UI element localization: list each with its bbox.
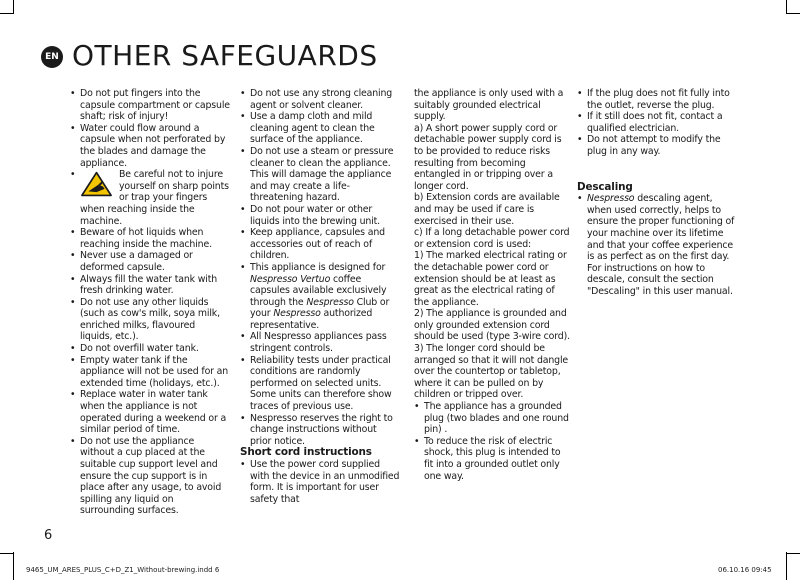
list-item: • Do not overfill water tank. xyxy=(70,343,230,355)
column-1 xyxy=(70,88,230,517)
language-badge: EN xyxy=(41,46,63,68)
page-number: 6 xyxy=(44,528,53,543)
plug-list xyxy=(414,401,572,482)
list-item-warning xyxy=(70,169,230,227)
print-slug-date: 06.10.16 09:45 xyxy=(718,566,772,574)
list-item: • Replace water in water tank when the appliance is not operated during a weekend or a similar period of time. xyxy=(70,389,230,435)
list-item: • Always fill the water tank with fresh drinking water. xyxy=(70,274,230,297)
list-item: • If it still does not fit, contact a qualified electrician. xyxy=(577,111,737,134)
crop-mark xyxy=(786,552,787,580)
paragraph: 1) The marked electrical rating or the detachable power cord or extension should be at least as great as the electrical rating of the appliance. xyxy=(414,250,567,308)
paragraph: 3) The longer cord should be arranged so that it will not dangle over the countertop or tabletop, where it can be pulled on by children or tripped over. xyxy=(414,343,569,401)
list-item: • If the plug does not fit fully into the outlet, reverse the plug. xyxy=(577,88,737,111)
brand-text: Nespresso xyxy=(587,193,635,205)
plug-list-continued xyxy=(577,88,737,158)
list-item: • Use the power cord supplied with the device in an unmodified form. It is important for user safety that xyxy=(240,459,400,505)
list-item: • Beware of hot liquids when reaching inside the machine. xyxy=(70,227,230,250)
text: authorized representative. xyxy=(250,308,373,331)
text: Club or your xyxy=(250,296,390,320)
list-item: • Keep appliance, capsules and accessories out of reach of children. xyxy=(240,227,400,262)
list-item-vertuo xyxy=(240,262,400,332)
list-item: • Water could flow around a capsule when not perforated by the blades and damage the appliance. xyxy=(70,123,230,169)
list-item: • Do not use any strong cleaning agent or solvent cleaner. xyxy=(240,88,400,111)
paragraph: a) A short power supply cord or detachable power supply cord is to be provided to reduce risks resulting from becoming entangled in or tripping over a longer cord. xyxy=(414,122,562,192)
list-item: • Do not put fingers into the capsule compartment or capsule shaft; risk of injury! xyxy=(70,88,230,123)
warning-text: Be careful not to injure yourself on sharp points or trap your fingers when reaching inside the machine. xyxy=(80,169,229,227)
list-item: • Do not attempt to modify the plug in any way. xyxy=(577,134,737,157)
list-item: • Do not pour water or other liquids into the brewing unit. xyxy=(240,204,400,227)
print-slug-file: 9465_UM_ARES_PLUS_C+D_Z1_Without-brewing.indd 6 xyxy=(26,566,220,574)
crop-mark xyxy=(0,553,14,554)
safeguards-list-2 xyxy=(240,88,400,447)
descaling-list xyxy=(577,193,737,297)
list-item: • Never use a damaged or deformed capsule. xyxy=(70,250,230,273)
list-item: • Nespresso reserves the right to change instructions without prior notice. xyxy=(240,413,400,448)
list-item: • Do not use a steam or pressure cleaner to clean the appliance. This will damage the appliance and may create a life-threatening hazard. xyxy=(240,146,400,204)
list-item: • All Nespresso appliances pass stringent controls. xyxy=(240,331,400,354)
short-cord-heading: Short cord instructions xyxy=(240,446,372,459)
page-title: OTHER SAFEGUARDS xyxy=(72,39,378,72)
list-item xyxy=(577,193,737,297)
list-item: • Empty water tank if the appliance will not be used for an extended time (holidays, etc.). xyxy=(70,355,230,390)
list-item: • The appliance has a grounded plug (two blades and one round pin) . xyxy=(414,401,572,436)
crop-mark xyxy=(786,13,800,14)
text: This appliance is designed for xyxy=(250,261,386,273)
safeguards-list-1 xyxy=(70,88,230,517)
crop-mark xyxy=(786,0,787,14)
brand-text: Nespresso xyxy=(273,308,321,320)
list-item: • To reduce the risk of electric shock, this plug is intended to fit into a grounded outlet only one way. xyxy=(414,436,572,482)
crop-mark xyxy=(13,552,14,580)
descaling-heading: Descaling xyxy=(577,180,633,193)
list-item: • Use a damp cloth and mild cleaning agent to clean the surface of the appliance. xyxy=(240,111,400,146)
warning-hand-icon xyxy=(80,171,113,197)
crop-mark xyxy=(0,13,14,14)
list-item: • Do not use the appliance without a cup placed at the suitable cup support level and ensure the cup support is in place after any usage, to avoid spilling any liquid on surrounding surfaces. xyxy=(70,436,230,517)
column-4 xyxy=(577,88,737,298)
crop-mark xyxy=(13,0,14,14)
paragraph: b) Extension cords are available and may be used if care is exercised in their use. xyxy=(414,192,560,227)
paragraph: the appliance is only used with a suitably grounded electrical supply. xyxy=(414,88,564,123)
list-item: • Do not use any other liquids (such as cow's milk, soya milk, enriched milks, flavoured liquids, etc.). xyxy=(70,297,230,343)
paragraph: c) If a long detachable power cord or extension cord is used: xyxy=(414,227,570,250)
brand-text: Nespresso xyxy=(306,296,354,308)
text: descaling agent, when used correctly, helps to ensure the proper functioning of your machine over its lifetime and that your coffee experience is as perfect as on the first day. For instructions on how to descale, consult the section "Descaling" in this user manual. xyxy=(587,193,735,297)
paragraph: 2) The appliance is grounded and only grounded extension cord should be used (type 3-wire cord). xyxy=(414,308,570,343)
column-3 xyxy=(414,88,572,482)
brand-text: Nespresso Vertuo xyxy=(250,273,331,285)
crop-mark xyxy=(786,553,800,554)
list-item: • Reliability tests under practical conditions are randomly performed on selected units. Some units can therefore show traces of previous use. xyxy=(240,355,400,413)
text: coffee capsules available exclusively through the xyxy=(250,273,387,308)
short-cord-list xyxy=(240,459,400,505)
column-2 xyxy=(240,88,400,505)
